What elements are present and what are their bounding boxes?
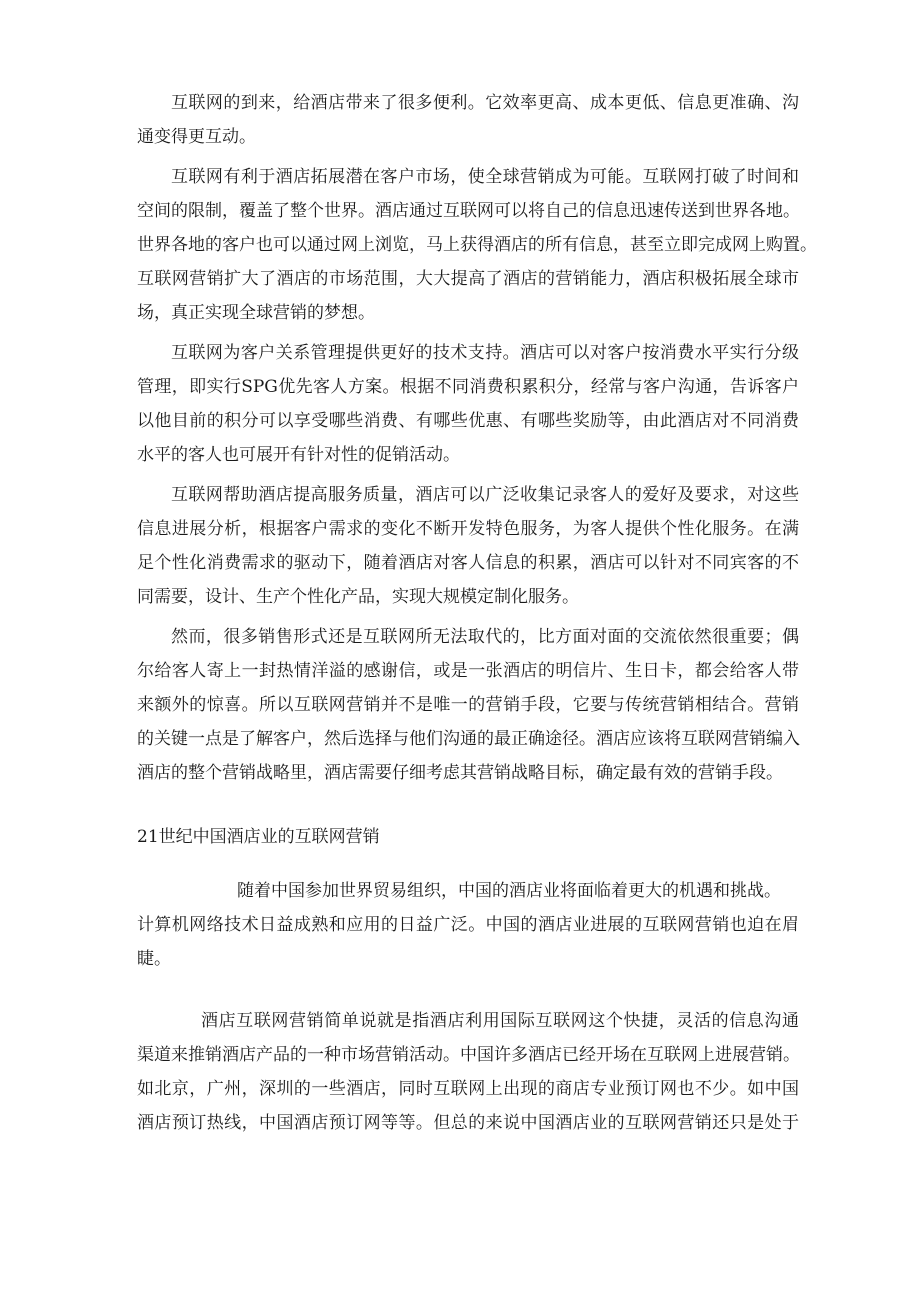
text-line: 互联网为客户关系管理提供更好的技术支持。酒店可以对客户按消费水平实行分级 — [171, 343, 799, 363]
text-line: 世界各地的客户也可以通过网上浏览，马上获得酒店的所有信息，甚至立即完成网上购置。 — [137, 235, 817, 255]
text-line: 酒店互联网营销简单说就是指酒店利用国际互联网这个快捷，灵活的信息沟通 — [201, 1011, 799, 1031]
text-line: 管理，即实行SPG优先客人方案。根据不同消费积累积分，经常与客户沟通，告诉客户 — [137, 377, 799, 397]
text-line: 睫。 — [137, 949, 171, 969]
text-line: 如北京，广州，深圳的一些酒店，同时互联网上出现的商店专业预订网也不少。如中国 — [137, 1079, 799, 1099]
text-line: 通变得更互动。 — [137, 127, 256, 147]
text-line: 的关键一点是了解客户，然后选择与他们沟通的最正确途径。酒店应该将互联网营销编入 — [137, 729, 800, 749]
section-heading: 21世纪中国酒店业的互联网营销 — [137, 827, 380, 847]
text-line: 尔给客人寄上一封热情洋溢的感谢信，或是一张酒店的明信片、生日卡，都会给客人带 — [137, 661, 799, 681]
text-line: 互联网营销扩大了酒店的市场范围，大大提高了酒店的营销能力，酒店积极拓展全球市 — [137, 269, 799, 289]
paragraph-traditional-marketing — [137, 620, 799, 790]
paragraph-crm-support — [137, 336, 799, 472]
text-line: 互联网的到来，给酒店带来了很多便利。它效率更高、成本更低、信息更准确、沟 — [171, 93, 799, 113]
text-line: 以他目前的积分可以享受哪些消费、有哪些优惠、有哪些奖励等，由此酒店对不同消费 — [137, 411, 799, 431]
text-line: 互联网帮助酒店提高服务质量，酒店可以广泛收集记录客人的爱好及要求，对这些 — [171, 485, 799, 505]
document-page — [137, 86, 817, 1146]
text-line: 然而，很多销售形式还是互联网所无法取代的，比方面对面的交流依然很重要；偶 — [171, 627, 799, 647]
text-line: 渠道来推销酒店产品的一种市场营销活动。中国许多酒店已经开场在互联网上进展营销。 — [137, 1045, 800, 1065]
text-line: 酒店预订热线，中国酒店预订网等等。但总的来说中国酒店业的互联网营销还只是处于 — [137, 1113, 799, 1133]
text-line: 场，真正实现全球营销的梦想。 — [137, 303, 375, 323]
paragraph-internet-convenience — [137, 86, 799, 154]
text-line: 互联网有利于酒店拓展潜在客户市场，使全球营销成为可能。互联网打破了时间和 — [171, 167, 799, 187]
text-line: 酒店的整个营销战略里，酒店需要仔细考虑其营销战略目标，确定最有效的营销手段。 — [137, 763, 783, 783]
paragraph-service-quality — [137, 478, 799, 614]
text-line: 来额外的惊喜。所以互联网营销并不是唯一的营销手段，它要与传统营销相结合。营销 — [137, 695, 799, 715]
paragraph-hotel-internet-marketing — [137, 1004, 799, 1140]
text-line: 随着中国参加世界贸易组织，中国的酒店业将面临着更大的机遇和挑战。 — [237, 881, 781, 901]
paragraph-wto-opportunity — [137, 874, 799, 976]
text-line: 足个性化消费需求的驱动下，随着酒店对客人信息的积累，酒店可以针对不同宾客的不 — [137, 553, 799, 573]
text-line: 水平的客人也可展开有针对性的促销活动。 — [137, 445, 460, 465]
text-line: 计算机网络技术日益成熟和应用的日益广泛。中国的酒店业进展的互联网营销也迫在眉 — [137, 915, 799, 935]
paragraph-global-marketing — [137, 160, 817, 330]
text-line: 空间的限制，覆盖了整个世界。酒店通过互联网可以将自己的信息迅速传送到世界各地。 — [137, 201, 800, 221]
text-line: 同需要，设计、生产个性化产品，实现大规模定制化服务。 — [137, 587, 579, 607]
text-line: 信息进展分析，根据客户需求的变化不断开发特色服务，为客人提供个性化服务。在满 — [137, 519, 799, 539]
